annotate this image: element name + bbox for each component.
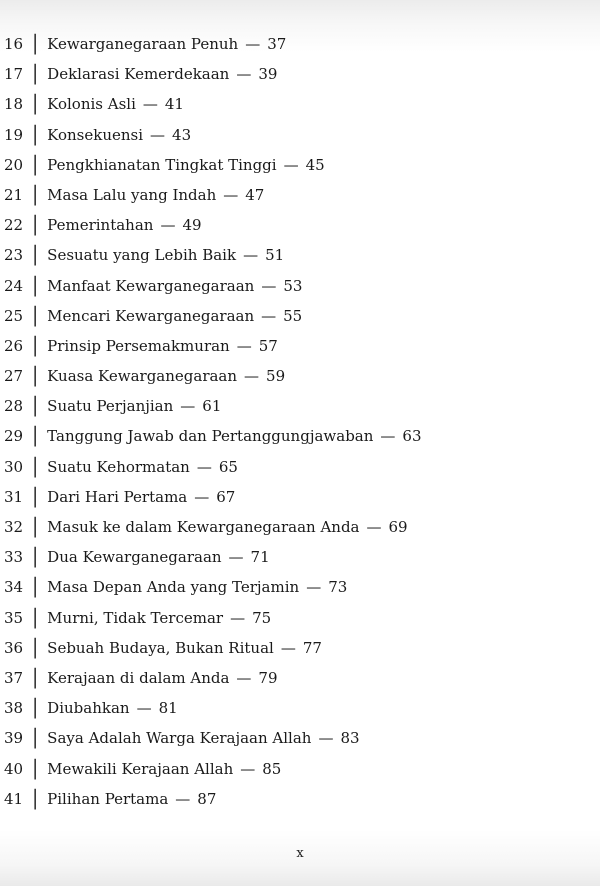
- toc-entry: [0, 271, 600, 301]
- toc-entry-number: 40: [4, 759, 24, 778]
- toc-dash: —: [142, 95, 158, 114]
- toc-dash: —: [318, 729, 334, 748]
- toc-entry-number: 37: [4, 668, 24, 687]
- toc-entry-number: 38: [4, 699, 24, 718]
- toc-entry-number: 24: [4, 276, 24, 295]
- toc-separator: |: [32, 695, 39, 720]
- toc-entry-number: 20: [4, 155, 24, 174]
- toc-entry-page: 63: [402, 427, 422, 446]
- toc-entry-title: Masa Depan Anda yang Terjamin: [47, 578, 300, 597]
- toc-entry-page: 41: [164, 95, 184, 114]
- toc-entry-page: 45: [305, 155, 325, 174]
- toc-entry-page: 77: [302, 638, 322, 657]
- toc-entry: [0, 452, 600, 482]
- toc-entry-page: 59: [266, 367, 286, 386]
- toc-separator: |: [32, 786, 39, 811]
- toc-entry: [0, 572, 600, 602]
- toc-dash: —: [280, 638, 296, 657]
- toc-entry-number: 23: [4, 246, 24, 265]
- toc-dash: —: [261, 306, 277, 325]
- toc-dash: —: [283, 155, 299, 174]
- toc-entry-number: 36: [4, 638, 24, 657]
- toc-entry-number: 30: [4, 457, 24, 476]
- toc-entry-page: 55: [283, 306, 303, 325]
- toc-separator: |: [32, 31, 39, 56]
- toc-entry-number: 29: [4, 427, 24, 446]
- toc-entry: [0, 603, 600, 633]
- toc-separator: |: [32, 242, 39, 267]
- toc-separator: |: [32, 182, 39, 207]
- toc-dash: —: [136, 699, 152, 718]
- toc-dash: —: [261, 276, 277, 295]
- toc-dash: —: [236, 336, 252, 355]
- toc-entry-page: 47: [245, 185, 265, 204]
- toc-dash: —: [180, 397, 196, 416]
- toc-entry-number: 26: [4, 336, 24, 355]
- toc-dash: —: [150, 125, 166, 144]
- toc-entry: [0, 421, 600, 451]
- toc-dash: —: [236, 65, 252, 84]
- toc-separator: |: [32, 91, 39, 116]
- toc-entry-title: Kewarganegaraan Penuh: [47, 35, 239, 53]
- toc-entry-number: 33: [4, 548, 24, 567]
- toc-entry: [0, 663, 600, 693]
- toc-entry: [0, 542, 600, 572]
- toc-entry: [0, 391, 600, 421]
- toc-entry-title: Suatu Kehormatan: [47, 457, 190, 476]
- toc-entry-page: 79: [258, 668, 278, 687]
- toc-entry-page: 85: [262, 759, 282, 778]
- toc-separator: |: [32, 574, 39, 599]
- toc-dash: —: [160, 216, 176, 235]
- toc-entry-number: 39: [4, 729, 24, 748]
- toc-entry-title: Suatu Perjanjian: [47, 397, 174, 416]
- toc-entry-number: 21: [4, 185, 24, 204]
- toc-entry: [0, 331, 600, 361]
- toc-entry: [0, 180, 600, 210]
- toc-entry: [0, 240, 600, 270]
- toc-separator: |: [32, 725, 39, 750]
- toc-entry-number: 31: [4, 487, 24, 506]
- toc-dash: —: [230, 608, 246, 627]
- toc-separator: |: [32, 544, 39, 569]
- toc-entry-title: Kerajaan di dalam Anda: [47, 668, 230, 687]
- toc-separator: |: [32, 755, 39, 780]
- toc-entry: [0, 210, 600, 240]
- toc-separator: |: [32, 61, 39, 86]
- table-of-contents: [0, 29, 600, 814]
- toc-entry-title: Murni, Tidak Tercemar: [47, 608, 224, 627]
- toc-entry: [0, 633, 600, 663]
- toc-entry-number: 25: [4, 306, 24, 325]
- toc-entry-title: Deklarasi Kemerdekaan: [47, 65, 230, 84]
- toc-separator: |: [32, 514, 39, 539]
- toc-entry-page: 37: [267, 35, 287, 53]
- toc-entry-title: Saya Adalah Warga Kerajaan Allah: [47, 729, 312, 748]
- toc-separator: |: [32, 212, 39, 237]
- page-number-footer: x: [296, 846, 304, 861]
- toc-entry-number: 34: [4, 578, 24, 597]
- toc-separator: |: [32, 363, 39, 388]
- toc-entry: [0, 150, 600, 180]
- toc-dash: —: [243, 246, 259, 265]
- toc-entry-page: 65: [218, 457, 238, 476]
- toc-entry-title: Masa Lalu yang Indah: [47, 185, 217, 204]
- toc-entry: [0, 723, 600, 753]
- toc-separator: |: [32, 121, 39, 147]
- toc-entry-number: 41: [4, 789, 24, 808]
- toc-entry-page: 43: [172, 125, 192, 144]
- toc-entry: [0, 693, 600, 723]
- toc-entry-number: 16: [4, 35, 24, 53]
- toc-dash: —: [245, 35, 261, 53]
- toc-entry-page: 51: [265, 246, 285, 265]
- toc-separator: |: [32, 333, 39, 358]
- toc-entry-number: 35: [4, 608, 24, 627]
- toc-entry-page: 61: [202, 397, 222, 416]
- toc-separator: |: [32, 423, 39, 448]
- toc-entry-page: 87: [197, 789, 217, 808]
- toc-dash: —: [223, 185, 239, 204]
- toc-entry-number: 17: [4, 65, 24, 84]
- toc-entry-title: Mencari Kewarganegaraan: [47, 306, 255, 325]
- toc-entry-page: 73: [328, 578, 348, 597]
- toc-entry: [0, 754, 600, 784]
- toc-entry-page: 49: [182, 216, 202, 235]
- toc-entry-page: 57: [258, 336, 278, 355]
- toc-entry-title: Manfaat Kewarganegaraan: [47, 276, 255, 295]
- toc-entry-page: 67: [216, 487, 236, 506]
- toc-entry-title: Mewakili Kerajaan Allah: [47, 759, 234, 778]
- toc-entry: [0, 301, 600, 331]
- toc-entry-title: Prinsip Persemakmuran: [47, 336, 230, 355]
- toc-entry-title: Dari Hari Pertama: [47, 487, 188, 506]
- toc-entry-page: 81: [158, 699, 178, 718]
- toc-entry-title: Pemerintahan: [47, 216, 154, 235]
- toc-separator: |: [32, 665, 39, 690]
- toc-entry-page: 53: [283, 276, 303, 295]
- toc-entry: [0, 482, 600, 512]
- toc-separator: |: [32, 152, 39, 177]
- toc-entry-number: 19: [4, 125, 24, 144]
- toc-separator: |: [32, 484, 39, 509]
- toc-separator: |: [32, 303, 39, 328]
- toc-entry: [0, 784, 600, 814]
- toc-entry-page: 39: [258, 65, 278, 84]
- toc-entry: [0, 512, 600, 542]
- toc-dash: —: [175, 789, 191, 808]
- toc-entry-page: 83: [340, 729, 360, 748]
- toc-entry-title: Sesuatu yang Lebih Baik: [47, 246, 237, 265]
- toc-entry-page: 69: [388, 518, 408, 536]
- toc-dash: —: [240, 759, 256, 778]
- toc-entry-title: Diubahkan: [47, 699, 130, 718]
- toc-entry-page: 75: [252, 608, 272, 627]
- toc-entry-number: 18: [4, 95, 24, 114]
- toc-dash: —: [380, 427, 396, 446]
- toc-entry-number: 27: [4, 367, 24, 386]
- toc-entry-title: Pilihan Pertama: [47, 789, 169, 808]
- toc-separator: |: [32, 453, 39, 479]
- toc-separator: |: [32, 272, 39, 297]
- toc-dash: —: [228, 548, 244, 567]
- toc-entry-title: Masuk ke dalam Kewarganegaraan Anda: [47, 518, 360, 536]
- toc-entry-title: Kuasa Kewarganegaraan: [47, 367, 238, 386]
- toc-dash: —: [306, 578, 322, 597]
- toc-entry-number: 22: [4, 216, 24, 235]
- toc-entry: [0, 29, 600, 59]
- toc-entry-title: Tanggung Jawab dan Pertanggungjawaban: [47, 427, 374, 446]
- toc-entry: [0, 89, 600, 119]
- toc-separator: |: [32, 635, 39, 660]
- toc-separator: |: [32, 604, 39, 630]
- toc-dash: —: [244, 367, 260, 386]
- toc-entry: [0, 361, 600, 391]
- toc-entry-title: Dua Kewarganegaraan: [47, 548, 222, 567]
- toc-entry-title: Sebuah Budaya, Bukan Ritual: [47, 638, 274, 657]
- toc-dash: —: [236, 668, 252, 687]
- toc-entry: [0, 59, 600, 89]
- toc-entry-number: 32: [4, 518, 24, 536]
- toc-entry-page: 71: [250, 548, 270, 567]
- toc-entry-title: Kolonis Asli: [47, 95, 136, 114]
- toc-dash: —: [194, 487, 210, 506]
- toc-entry-title: Pengkhianatan Tingkat Tinggi: [47, 155, 277, 174]
- toc-dash: —: [196, 457, 212, 476]
- toc-separator: |: [32, 393, 39, 418]
- toc-entry-number: 28: [4, 397, 24, 416]
- toc-dash: —: [366, 518, 382, 536]
- toc-entry-title: Konsekuensi: [47, 125, 144, 144]
- toc-entry: [0, 120, 600, 150]
